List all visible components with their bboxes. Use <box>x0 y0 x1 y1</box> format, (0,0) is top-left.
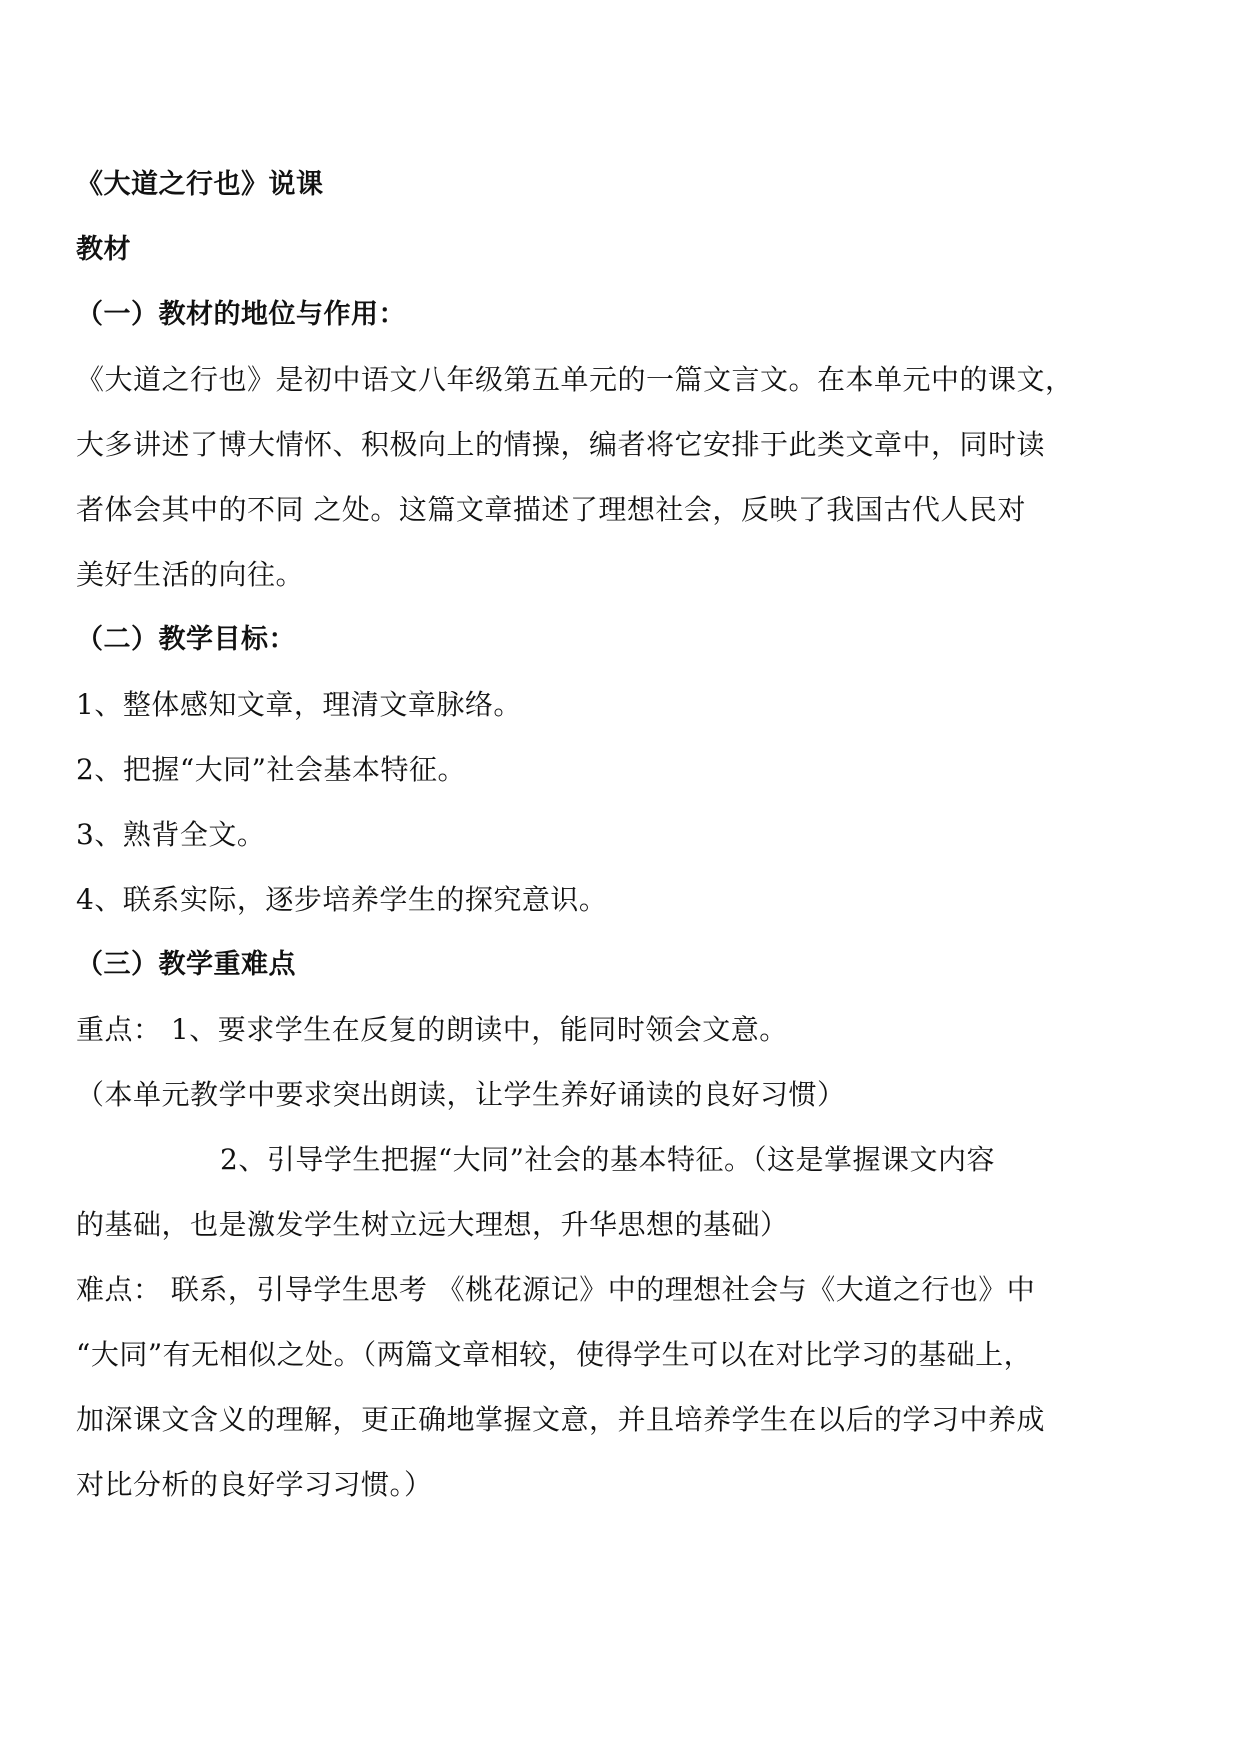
document-title: 《大道之行也》说课 <box>76 169 324 200</box>
key-point-note: （本单元教学中要求突出朗读，让学生养好诵读的良好习惯） <box>76 1078 846 1111</box>
goal-item: 4、联系实际，逐步培养学生的探究意识。 <box>76 883 608 916</box>
section-heading-materials: 教材 <box>76 234 131 265</box>
difficulty-line: 加深课文含义的理解，更正确地掌握文意，并且培养学生在以后的学习中养成 <box>76 1403 1046 1436</box>
key-point-line: 重点： 1、要求学生在反复的朗读中，能同时领会文意。 <box>76 1013 788 1046</box>
paragraph-line: 大多讲述了博大情怀、积极向上的情操，编者将它安排于此类文章中，同时读 <box>76 428 1046 461</box>
paragraph-line: 《大道之行也》是初中语文八年级第五单元的一篇文言文。在本单元中的课文， <box>76 363 1074 396</box>
paragraph-line: 美好生活的向往。 <box>76 558 305 591</box>
subheading-key-difficulties: （三）教学重难点 <box>76 949 296 980</box>
subheading-teaching-goals: （二）教学目标： <box>76 624 296 655</box>
difficulty-line: “大同”有无相似之处。（两篇文章相较，使得学生可以在对比学习的基础上， <box>76 1338 1033 1371</box>
goal-item: 3、熟背全文。 <box>76 818 266 851</box>
goal-item: 1、整体感知文章，理清文章脉络。 <box>76 688 522 721</box>
goal-item: 2、把握“大同”社会基本特征。 <box>76 753 466 786</box>
difficulty-line: 对比分析的良好学习习惯。） <box>76 1468 433 1501</box>
paragraph-line: 者体会其中的不同 之处。这篇文章描述了理想社会，反映了我国古代人民对 <box>76 493 1026 526</box>
subheading-position-role: （一）教材的地位与作用： <box>76 299 406 330</box>
key-point-line: 2、引导学生把握“大同”社会的基本特征。（这是掌握课文内容 <box>220 1143 995 1176</box>
difficulty-line: 难点： 联系，引导学生思考 《桃花源记》中的理想社会与《大道之行也》中 <box>76 1273 1036 1306</box>
key-point-line: 的基础，也是激发学生树立远大理想，升华思想的基础） <box>76 1208 789 1241</box>
